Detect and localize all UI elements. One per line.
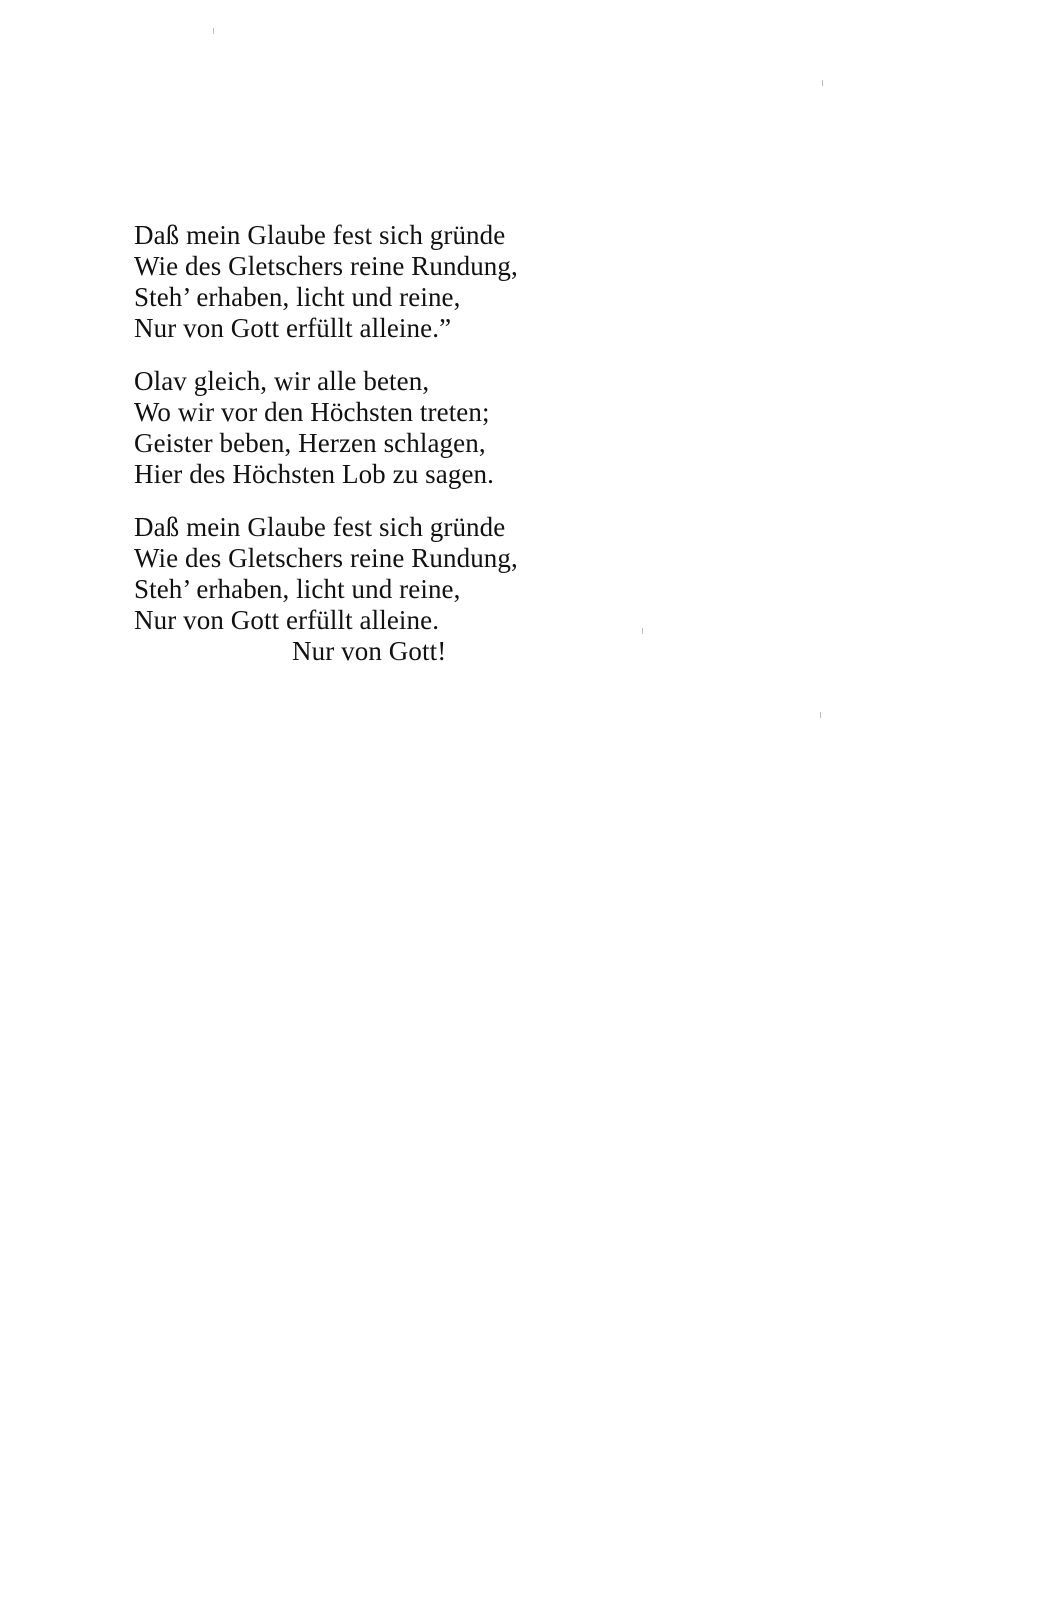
poem-line: Wo wir vor den Höchsten treten; [134, 397, 490, 427]
poem-line: Wie des Gletschers reine Rundung, [134, 543, 518, 573]
scan-speck [213, 28, 214, 34]
scan-speck [822, 80, 823, 86]
stanza-3 [134, 512, 518, 667]
poem-line: Nur von Gott erfüllt alleine. [134, 605, 440, 635]
poem-line: Steh’ erhaben, licht und reine, [134, 282, 461, 312]
scan-speck [642, 628, 643, 634]
stanza-1 [134, 220, 518, 344]
poem-line: Hier des Höchsten Lob zu sagen. [134, 459, 494, 489]
poem-line: Daß mein Glaube fest sich gründe [134, 220, 506, 250]
scan-speck [820, 712, 821, 718]
poem-line: Daß mein Glaube fest sich gründe [134, 512, 506, 542]
poem-line: Geister beben, Herzen schlagen, [134, 428, 486, 458]
poem-coda: Nur von Gott! [292, 636, 447, 666]
poem [134, 220, 518, 689]
poem-line: Nur von Gott erfüllt alleine.” [134, 313, 452, 343]
stanza-2 [134, 366, 518, 490]
poem-line: Wie des Gletschers reine Rundung, [134, 251, 518, 281]
poem-line: Olav gleich, wir alle beten, [134, 366, 430, 396]
poem-line: Steh’ erhaben, licht und reine, [134, 574, 461, 604]
